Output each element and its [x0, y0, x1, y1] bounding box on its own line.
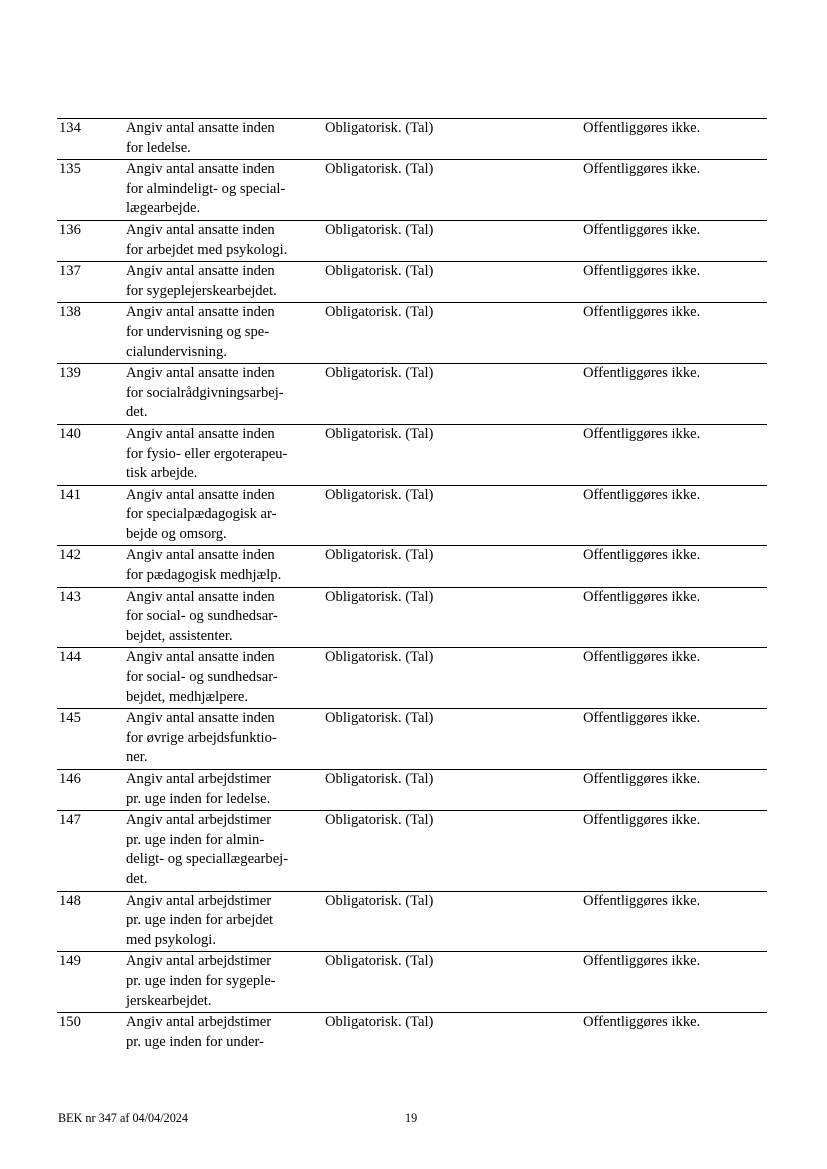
row-requirement: Obligatorisk. (Tal) — [323, 303, 581, 364]
row-description: Angiv antal ansatte inden for social- og sundhedsar- bejdet, medhjælpere. — [124, 648, 323, 709]
table-row — [57, 811, 767, 891]
table-row — [57, 952, 767, 1013]
row-requirement: Obligatorisk. (Tal) — [323, 220, 581, 261]
row-requirement: Obligatorisk. (Tal) — [323, 424, 581, 485]
row-publication: Offentliggøres ikke. — [581, 891, 767, 952]
row-publication: Offentliggøres ikke. — [581, 220, 767, 261]
row-number: 149 — [57, 952, 124, 1013]
row-description: Angiv antal ansatte inden for øvrige arbejdsfunktio- ner. — [124, 709, 323, 770]
row-requirement: Obligatorisk. (Tal) — [323, 160, 581, 221]
row-requirement: Obligatorisk. (Tal) — [323, 546, 581, 587]
row-requirement: Obligatorisk. (Tal) — [323, 485, 581, 546]
row-number: 150 — [57, 1013, 124, 1054]
row-number: 143 — [57, 587, 124, 648]
row-requirement: Obligatorisk. (Tal) — [323, 119, 581, 160]
table-row — [57, 364, 767, 425]
table-row — [57, 648, 767, 709]
table-row — [57, 160, 767, 221]
table-row — [57, 1013, 767, 1054]
row-number: 138 — [57, 303, 124, 364]
table-row — [57, 485, 767, 546]
table-row — [57, 587, 767, 648]
table-row — [57, 119, 767, 160]
row-publication: Offentliggøres ikke. — [581, 952, 767, 1013]
row-description: Angiv antal ansatte inden for socialrådgivningsarbej- det. — [124, 364, 323, 425]
table-body — [57, 119, 767, 1054]
row-number: 146 — [57, 770, 124, 811]
row-requirement: Obligatorisk. (Tal) — [323, 587, 581, 648]
row-publication: Offentliggøres ikke. — [581, 709, 767, 770]
row-description: Angiv antal ansatte inden for pædagogisk medhjælp. — [124, 546, 323, 587]
row-publication: Offentliggøres ikke. — [581, 119, 767, 160]
footer-page-number: 19 — [405, 1111, 418, 1125]
table-row — [57, 709, 767, 770]
row-number: 137 — [57, 262, 124, 303]
row-description: Angiv antal ansatte inden for specialpædagogisk ar- bejde og omsorg. — [124, 485, 323, 546]
table-row — [57, 891, 767, 952]
row-publication: Offentliggøres ikke. — [581, 811, 767, 891]
row-number: 142 — [57, 546, 124, 587]
footer-document-reference: BEK nr 347 af 04/04/2024 — [58, 1111, 188, 1125]
requirements-table — [57, 118, 767, 1053]
row-number: 135 — [57, 160, 124, 221]
table-row — [57, 424, 767, 485]
row-requirement: Obligatorisk. (Tal) — [323, 262, 581, 303]
row-number: 140 — [57, 424, 124, 485]
row-number: 148 — [57, 891, 124, 952]
row-description: Angiv antal ansatte inden for ledelse. — [124, 119, 323, 160]
row-publication: Offentliggøres ikke. — [581, 770, 767, 811]
row-requirement: Obligatorisk. (Tal) — [323, 891, 581, 952]
row-description: Angiv antal arbejdstimer pr. uge inden for arbejdet med psykologi. — [124, 891, 323, 952]
row-number: 139 — [57, 364, 124, 425]
row-publication: Offentliggøres ikke. — [581, 424, 767, 485]
row-publication: Offentliggøres ikke. — [581, 1013, 767, 1054]
row-description: Angiv antal ansatte inden for arbejdet med psykologi. — [124, 220, 323, 261]
row-description: Angiv antal ansatte inden for almindeligt- og special- lægearbejde. — [124, 160, 323, 221]
row-number: 144 — [57, 648, 124, 709]
row-description: Angiv antal arbejdstimer pr. uge inden for under- — [124, 1013, 323, 1054]
row-description: Angiv antal ansatte inden for fysio- eller ergoterapeu- tisk arbejde. — [124, 424, 323, 485]
row-requirement: Obligatorisk. (Tal) — [323, 364, 581, 425]
row-requirement: Obligatorisk. (Tal) — [323, 1013, 581, 1054]
row-description: Angiv antal arbejdstimer pr. uge inden for sygeple- jerskearbejdet. — [124, 952, 323, 1013]
row-requirement: Obligatorisk. (Tal) — [323, 952, 581, 1013]
row-number: 134 — [57, 119, 124, 160]
row-description: Angiv antal ansatte inden for undervisning og spe- cialundervisning. — [124, 303, 323, 364]
row-description: Angiv antal arbejdstimer pr. uge inden for ledelse. — [124, 770, 323, 811]
row-publication: Offentliggøres ikke. — [581, 587, 767, 648]
row-description: Angiv antal arbejdstimer pr. uge inden for almin- deligt- og speciallægearbej- det. — [124, 811, 323, 891]
row-publication: Offentliggøres ikke. — [581, 546, 767, 587]
row-requirement: Obligatorisk. (Tal) — [323, 770, 581, 811]
row-description: Angiv antal ansatte inden for sygeplejerskearbejdet. — [124, 262, 323, 303]
row-requirement: Obligatorisk. (Tal) — [323, 709, 581, 770]
row-number: 147 — [57, 811, 124, 891]
table-row — [57, 303, 767, 364]
row-number: 136 — [57, 220, 124, 261]
row-number: 141 — [57, 485, 124, 546]
row-publication: Offentliggøres ikke. — [581, 303, 767, 364]
table-row — [57, 770, 767, 811]
row-publication: Offentliggøres ikke. — [581, 364, 767, 425]
row-requirement: Obligatorisk. (Tal) — [323, 811, 581, 891]
table-row — [57, 262, 767, 303]
row-publication: Offentliggøres ikke. — [581, 648, 767, 709]
table-row — [57, 546, 767, 587]
row-publication: Offentliggøres ikke. — [581, 262, 767, 303]
row-publication: Offentliggøres ikke. — [581, 485, 767, 546]
table-row — [57, 220, 767, 261]
row-description: Angiv antal ansatte inden for social- og sundhedsar- bejdet, assistenter. — [124, 587, 323, 648]
row-publication: Offentliggøres ikke. — [581, 160, 767, 221]
row-requirement: Obligatorisk. (Tal) — [323, 648, 581, 709]
row-number: 145 — [57, 709, 124, 770]
